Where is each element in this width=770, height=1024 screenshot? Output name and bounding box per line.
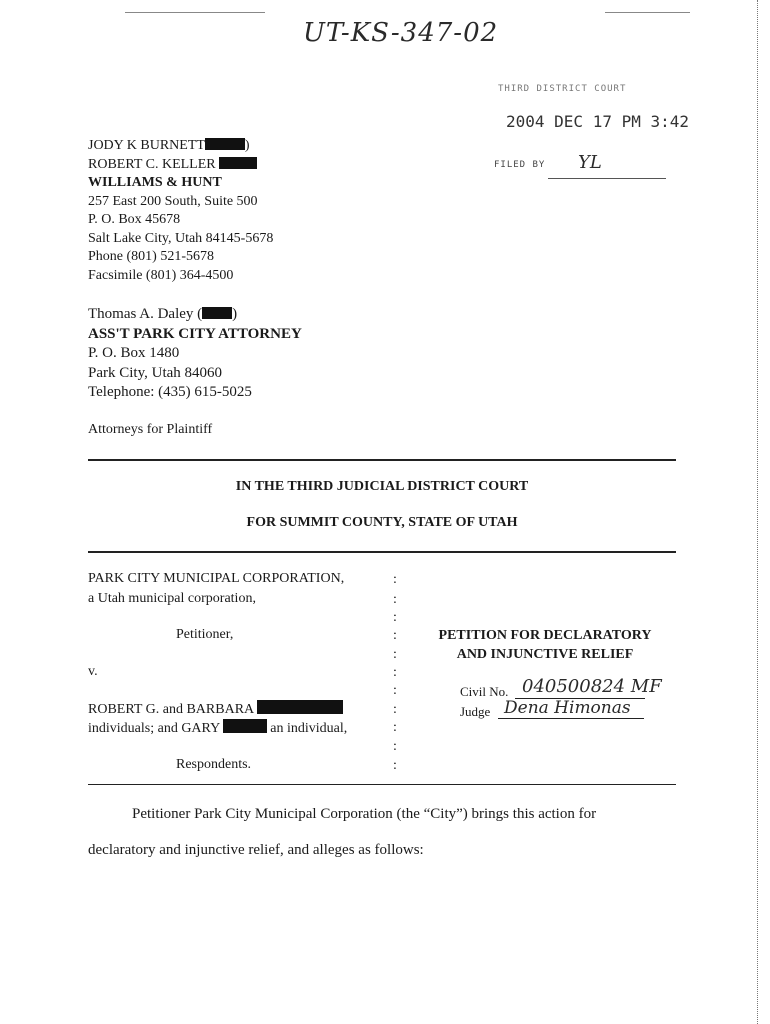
city-attorney-city: Park City, Utah 84060 (88, 364, 223, 381)
firm-fax: Facsimile (801) 364-4500 (88, 267, 234, 283)
caption-colon: : (393, 683, 397, 698)
filed-by-initials: YL (578, 152, 602, 173)
civil-number-label: Civil No. (460, 684, 509, 699)
court-county: FOR SUMMIT COUNTY, STATE OF UTAH (246, 515, 518, 530)
judge-name-handwritten: Dena Himonas (504, 698, 631, 718)
body-paragraph-line-1: Petitioner Park City Municipal Corporation (the “City”) brings this action for (132, 806, 597, 822)
firm-city: Salt Lake City, Utah 84145-5678 (88, 230, 274, 246)
document-title-line-2: AND INJUNCTIVE RELIEF (456, 647, 634, 662)
redaction (202, 307, 232, 319)
petitioner-label: Petitioner, (176, 627, 234, 642)
body-paragraph-line-2: declaratory and injunctive relief, and alleges as follows: (88, 842, 424, 858)
respondent-line-1: ROBERT G. and BARBARA (88, 700, 343, 718)
caption-colon: : (393, 739, 397, 754)
redaction (219, 157, 257, 169)
document-title-line-1: PETITION FOR DECLARATORY (438, 628, 652, 643)
judge-label: Judge (460, 704, 491, 719)
law-firm-name: WILLIAMS & HUNT (88, 175, 222, 190)
caption-colon: : (393, 592, 397, 607)
firm-address-1: 257 East 200 South, Suite 500 (88, 193, 258, 209)
caption-colon: : (393, 720, 397, 735)
versus: v. (88, 664, 98, 679)
attorney-name-2: ROBERT C. KELLER (88, 156, 216, 172)
rule-above-court (88, 459, 676, 461)
redaction (257, 700, 343, 714)
attorney-block-2: Thomas A. Daley ( ) ASS'T PARK CITY ATTORNEY P. O. Box 1480 Park City, Utah 84060 Telephone: (435) 615-5025 (88, 305, 302, 403)
scan-mark-top-right (605, 12, 690, 13)
scan-edge-right (757, 0, 758, 1024)
caption-colon: : (393, 628, 397, 643)
city-attorney-title: ASS'T PARK CITY ATTORNEY (88, 325, 302, 342)
respondents-label: Respondents. (176, 757, 252, 772)
city-attorney-phone: Telephone: (435) 615-5025 (88, 384, 252, 400)
judge-line (498, 718, 644, 719)
city-attorney-name: Thomas A. Daley ( (88, 306, 203, 322)
caption-colon: : (393, 702, 397, 717)
attorney-name-1: JODY K BURNETT (88, 138, 205, 153)
redaction (205, 138, 245, 150)
respondent-line-2: individuals; and GARY an individual, (88, 721, 348, 736)
rule-above-caption (88, 551, 676, 553)
attorneys-for-label: Attorneys for Plaintiff (88, 422, 213, 437)
firm-phone: Phone (801) 521-5678 (88, 249, 214, 264)
stamp-court-name: THIRD DISTRICT COURT (498, 84, 627, 94)
firm-address-2: P. O. Box 45678 (88, 212, 181, 227)
filed-by-line (548, 178, 666, 179)
caption-colon: : (393, 665, 397, 680)
caption-colon: : (393, 610, 397, 625)
filed-by-label: FILED BY (494, 160, 546, 170)
case-code-handwritten: UT-KS-347-02 (303, 18, 499, 48)
rule-below-caption (88, 784, 676, 785)
attorney-block-1: JODY K BURNETT ) ROBERT C. KELLER WILLIAMS & HUNT 257 East 200 South, Suite 500 P. O. Box 45678 Salt Lake City, Utah 84145-5678 Phone (801) 521-5678 Facsimile (801) 364-4500 (88, 137, 273, 285)
scan-mark-top-left (125, 12, 265, 13)
caption-colon: : (393, 647, 397, 662)
redaction (223, 719, 267, 733)
stamp-date: 2004 DEC 17 PM 3:42 (506, 112, 690, 131)
petitioner-description: a Utah municipal corporation, (88, 591, 256, 606)
city-attorney-box: P. O. Box 1480 (88, 345, 180, 361)
caption-colon: : (393, 572, 397, 587)
court-name: IN THE THIRD JUDICIAL DISTRICT COURT (235, 479, 529, 494)
petitioner-name: PARK CITY MUNICIPAL CORPORATION, (88, 571, 345, 586)
civil-number-handwritten: 040500824 MF (522, 676, 662, 697)
caption-colon: : (393, 758, 397, 773)
